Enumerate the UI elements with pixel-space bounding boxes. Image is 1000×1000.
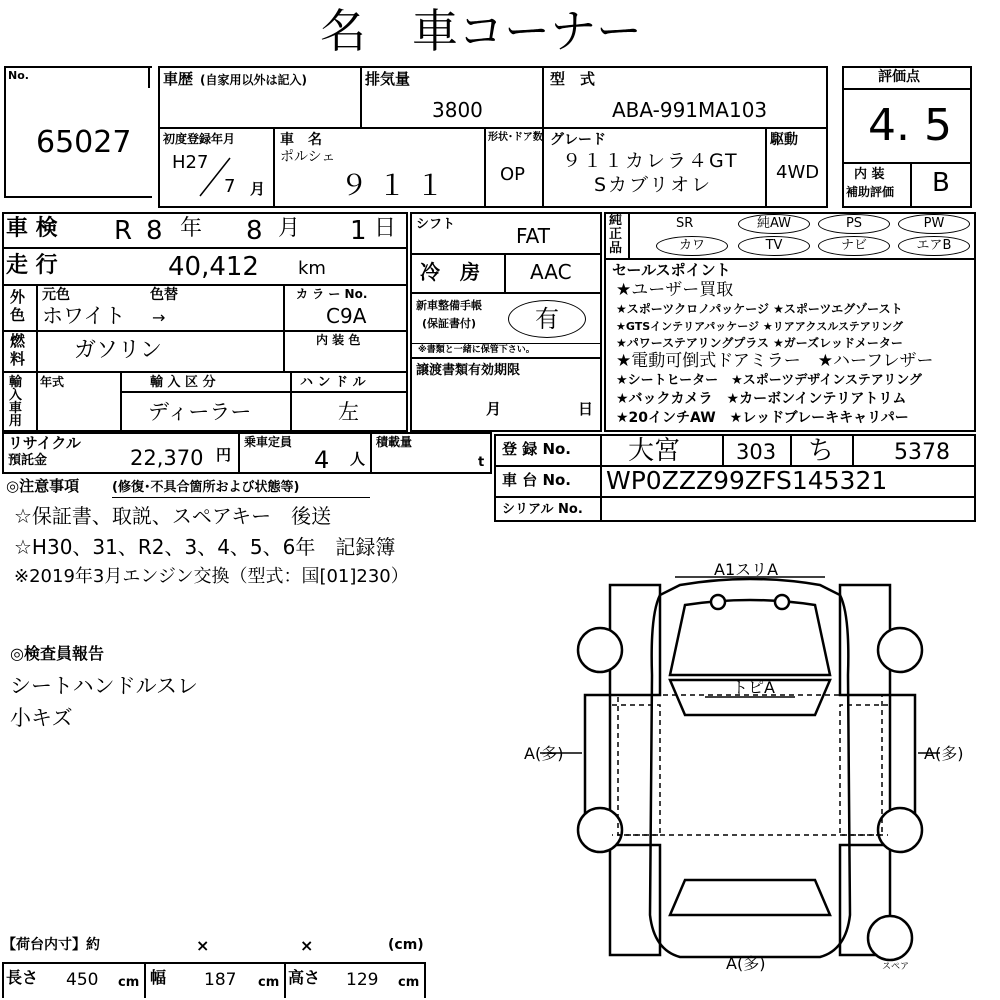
warranty-label-2: (保証書付): [422, 317, 477, 330]
diagram-spare-label: スペア: [882, 962, 910, 972]
note-line: ☆保証書、取説、スペアキー 後送: [14, 504, 332, 528]
equip-navi: ナビ: [818, 236, 890, 256]
history-note: (自家用以外は記入): [200, 73, 307, 87]
color-no-value: C9A: [326, 304, 367, 328]
sales-item: ★バックカメラ ★カーボンインテリアトリム: [616, 391, 907, 407]
first-reg-month-unit: 月: [250, 180, 266, 198]
sales-item: ★GTSインテリアパッケージ ★リアアクスルステアリング: [616, 320, 904, 333]
mileage-unit: km: [298, 258, 326, 279]
car-name-label: 車 名: [280, 132, 322, 148]
import-type-label: 輸 入 区 分: [150, 375, 216, 390]
capacity-value: 4: [314, 446, 330, 474]
page-title: 名 車コーナー: [320, 4, 642, 58]
cargo-length-unit: cm: [118, 975, 140, 990]
inspection-day-unit: 日: [374, 216, 397, 241]
sales-item: ★シートヒーター ★スポーツデザインステアリング: [616, 373, 922, 388]
exterior-arrow: →: [152, 308, 166, 327]
import-type-value: ディーラー: [148, 400, 252, 424]
load-unit: t: [478, 455, 485, 470]
sales-item: ★スポーツクロノパッケージ ★スポーツエグゾースト: [616, 302, 903, 316]
sales-item: ★ユーザー買取: [616, 280, 734, 300]
exterior-repaint-label: 色替: [150, 287, 178, 303]
inspection-month-unit: 月: [278, 216, 301, 241]
displacement-value: 3800: [432, 98, 483, 122]
drive-label: 駆動: [770, 132, 798, 148]
shift-value: FAT: [516, 224, 551, 248]
recycle-unit: 円: [216, 446, 232, 464]
capacity-unit: 人: [350, 450, 366, 468]
shift-label: シフト: [416, 217, 456, 232]
cargo-x1: ×: [196, 936, 210, 955]
equipment-label-2: 正: [609, 227, 623, 242]
equip-power-steering: PS: [818, 214, 890, 234]
first-reg-month: 7: [224, 176, 236, 197]
inspection-year: 8: [146, 216, 163, 246]
inspector-line: シートハンドルスレ: [10, 674, 198, 698]
inspection-era: R: [114, 216, 133, 246]
cargo-width-label: 幅: [150, 968, 167, 987]
fuel-label-2: 料: [10, 350, 26, 368]
car-maker: ポルシェ: [280, 149, 336, 165]
cargo-label: 【荷台内寸】約: [2, 937, 100, 953]
diagram-front-label: A1スリA: [714, 560, 779, 579]
first-reg-slash: [190, 150, 250, 200]
registration-label: 登 録 No.: [502, 440, 572, 458]
sales-label: セールスポイント: [612, 261, 731, 279]
diagram-right-label: A(多): [924, 744, 964, 763]
inspector-label: ◎検査員報告: [10, 644, 104, 663]
handle-value: 左: [338, 400, 359, 424]
car-damage-diagram: [500, 555, 990, 975]
no-label: No.: [8, 69, 29, 82]
displacement-label: 排気量: [365, 70, 411, 88]
diagram-rear-label: A(多): [726, 954, 766, 973]
mileage-value: 40,412: [168, 252, 259, 282]
sales-item: ★電動可倒式ドアミラー ★ハーフレザー: [616, 351, 934, 371]
sales-item: ★20インチAW ★レッドブレーキキャリパー: [616, 410, 909, 426]
inspection-label: 車 検: [6, 216, 58, 241]
cargo-height: 129: [346, 970, 379, 990]
cargo-width-unit: cm: [258, 975, 280, 990]
recycle-label-1: リサイクル: [8, 434, 81, 452]
score-label: 評価点: [878, 69, 920, 85]
import-label: 輸入車用: [9, 375, 23, 429]
note-line: ☆H30、31、R2、3、4、5、6年 記録簿: [14, 535, 396, 559]
score-sub-label-1: 内 装: [854, 167, 885, 182]
mileage-label: 走 行: [6, 253, 58, 278]
equip-sr: SR: [676, 216, 694, 231]
transfer-month-unit: 月: [486, 400, 502, 418]
handle-label: ハ ン ド ル: [300, 375, 366, 390]
aircon-label: 冷 房: [420, 260, 480, 284]
cargo-height-label: 高さ: [288, 968, 321, 987]
grade-line1: ９１１カレラ４GT: [562, 150, 739, 172]
note-line: ※2019年3月エンジン交換（型式：国[01]230）: [14, 566, 409, 587]
capacity-label: 乗車定員: [244, 435, 293, 449]
warranty-label-1: 新車整備手帳: [416, 299, 482, 312]
equipment-label-3: 品: [609, 241, 623, 256]
cargo-length-label: 長さ: [6, 968, 39, 987]
exterior-color: ホワイト: [42, 304, 126, 328]
equip-power-window: PW: [898, 214, 970, 234]
interior-color-label: 内 装 色: [316, 333, 361, 347]
sales-item: ★パワーステアリングプラス ★ガーズレッドメーター: [616, 336, 903, 350]
drive-value: 4WD: [776, 162, 820, 183]
first-reg-label: 初度登録年月: [163, 132, 236, 146]
score-value: 4. 5: [868, 100, 952, 151]
equip-tv: TV: [738, 236, 810, 256]
color-no-label: カ ラ ー No.: [296, 287, 368, 301]
notes-label: ◎注意事項: [6, 477, 80, 495]
equipment-label-1: 純: [609, 213, 623, 228]
aircon-value: AAC: [530, 260, 572, 284]
cargo-x2: ×: [300, 936, 314, 955]
no-value: 65027: [36, 125, 132, 160]
warranty-oval: [508, 300, 586, 338]
cargo-length: 450: [66, 970, 99, 990]
transfer-label: 譲渡書類有効期限: [416, 363, 521, 378]
inspector-line: 小キズ: [10, 706, 73, 730]
score-sub-label-2: 補助評価: [846, 185, 895, 199]
fuel-label-1: 燃: [10, 332, 26, 350]
diagram-left-label: A(多): [524, 744, 564, 763]
first-reg-era: H27: [172, 152, 209, 173]
doors-label: 形状･ドア数: [488, 132, 543, 143]
registration-area: 大宮: [628, 436, 681, 466]
exterior-label-1: 外: [10, 288, 26, 306]
history-label: 車歴: [163, 70, 194, 88]
transfer-day-unit: 日: [578, 400, 594, 418]
load-label: 積載量: [376, 435, 413, 449]
doors-value: OP: [500, 164, 526, 185]
grade-label: グレード: [550, 132, 606, 148]
fuel-value: ガソリン: [74, 338, 163, 363]
model-type-label: 型 式: [550, 70, 596, 88]
equip-airbag: エアB: [898, 236, 970, 256]
exterior-label-2: 色: [10, 306, 26, 324]
cargo-height-unit: cm: [398, 975, 420, 990]
exterior-orig-label: 元色: [42, 287, 70, 303]
grade-line2: Sカブリオレ: [594, 174, 713, 196]
notes-label-note: (修復･不具合箇所および状態等): [112, 480, 300, 495]
warranty-value: 有: [535, 305, 559, 333]
inspection-day: 1: [350, 216, 367, 246]
import-year-label: 年式: [40, 375, 65, 389]
recycle-label-2: 預託金: [8, 453, 48, 468]
cargo-width: 187: [204, 970, 237, 990]
score-sub-value: B: [932, 168, 950, 198]
model-type-value: ABA-991MA103: [612, 98, 768, 122]
equip-leather: カワ: [656, 236, 728, 256]
warranty-note: ※書類と一緒に保管下さい。: [418, 345, 535, 355]
chassis-label: 車 台 No.: [502, 471, 572, 489]
car-model: ９１１: [340, 169, 455, 202]
chassis-value: WP0ZZZ99ZFS145321: [606, 466, 888, 495]
registration-number: 5378: [894, 440, 950, 465]
registration-kana: ち: [808, 436, 835, 466]
cargo-unit: (cm): [388, 937, 424, 953]
diagram-roof-label: トピA: [732, 678, 775, 697]
inspection-month: 8: [246, 216, 263, 246]
serial-label: シリアル No.: [502, 502, 583, 517]
registration-class: 303: [736, 440, 777, 464]
inspection-year-unit: 年: [180, 216, 203, 241]
recycle-value: 22,370: [130, 446, 204, 470]
equip-alloy-wheel: 純AW: [738, 214, 810, 234]
